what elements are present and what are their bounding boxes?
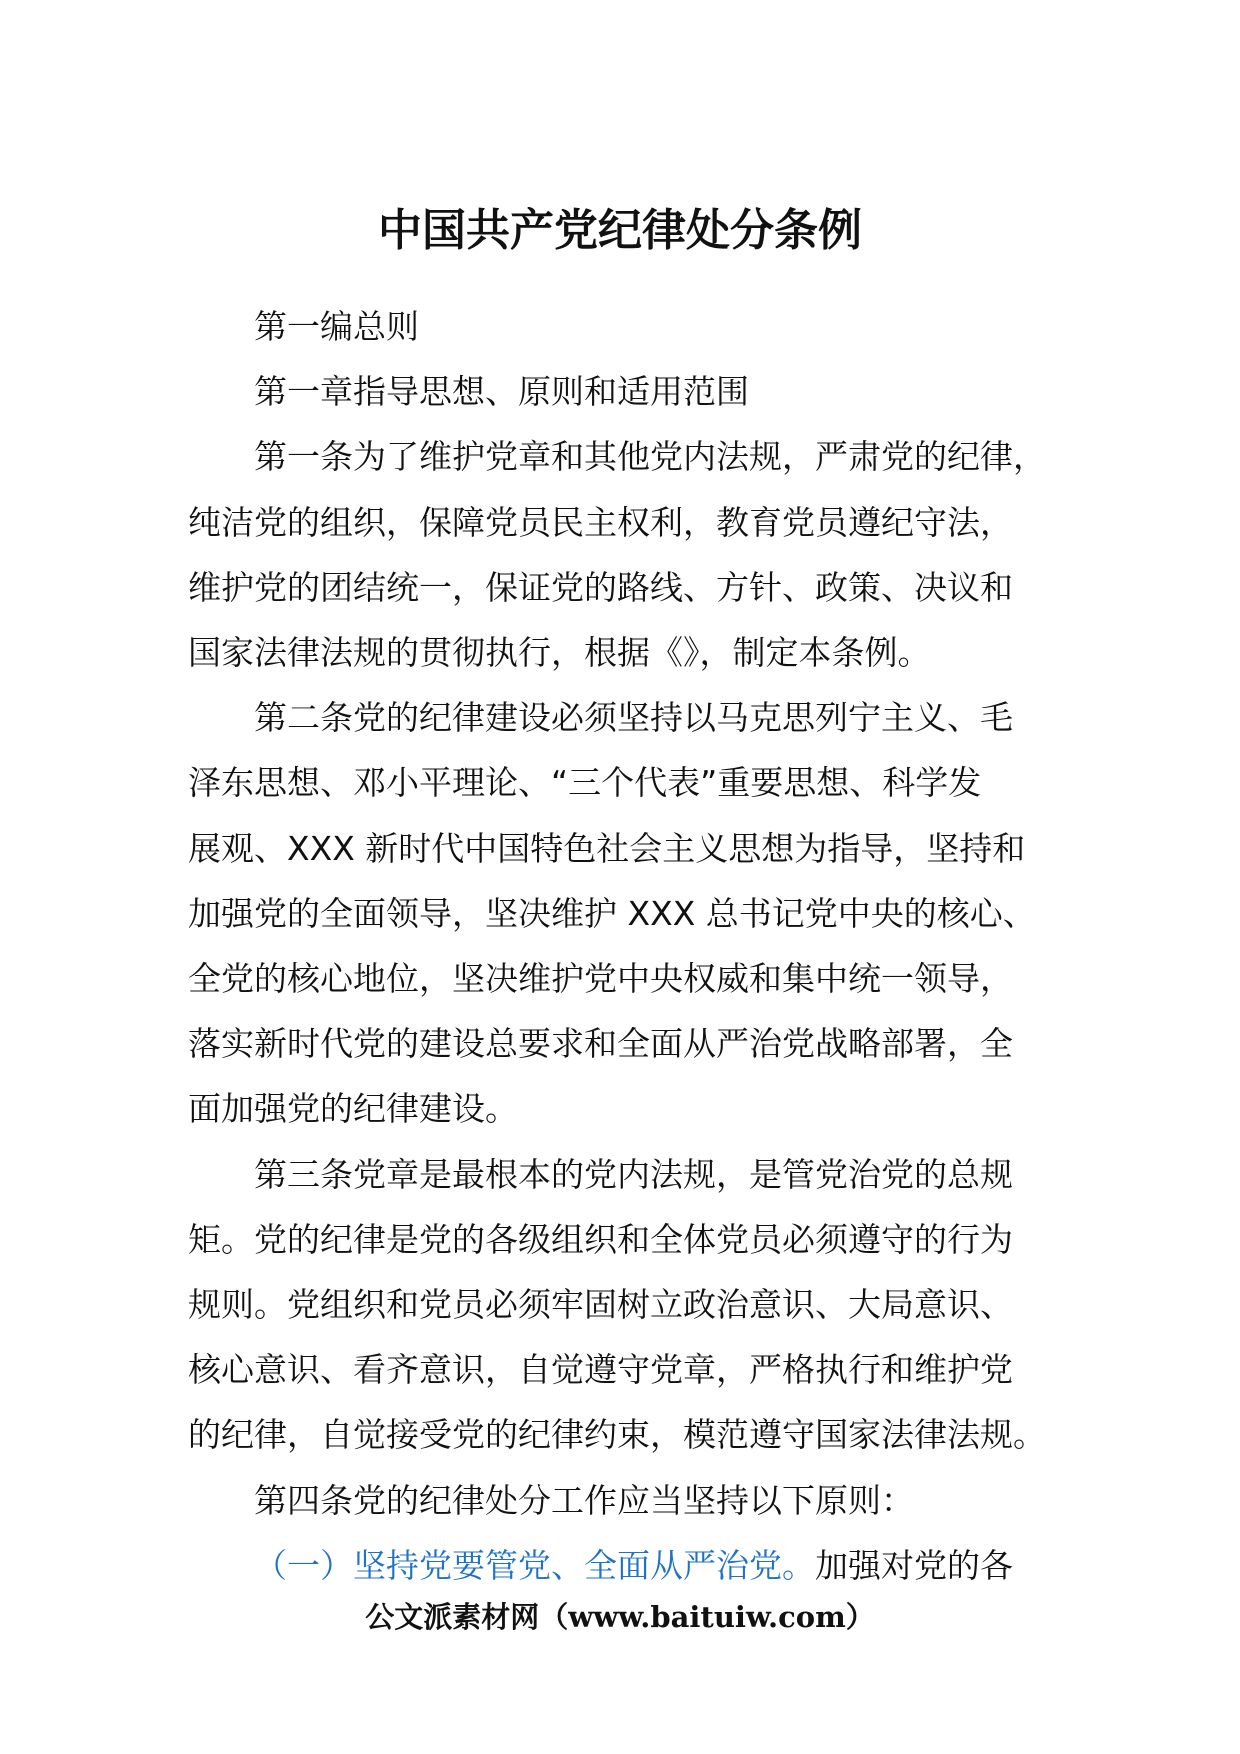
paragraph-line: 第四条党的纪律处分工作应当坚持以下原则： xyxy=(254,1480,914,1520)
paragraph-line: 矩。党的纪律是党的各级组织和全体党员必须遵守的行为 xyxy=(188,1219,1013,1259)
paragraph-line: 纯洁党的组织，保障党员民主权利，教育党员遵纪守法， xyxy=(188,502,1013,542)
paragraph-line-text: 加强对党的各 xyxy=(815,1545,1013,1585)
paragraph-line: 规则。党组织和党员必须牢固树立政治意识、大局意识、 xyxy=(188,1285,1013,1325)
document-body xyxy=(188,294,1068,1598)
footer-url: （www.baituiw.com） xyxy=(539,1600,875,1634)
paragraph-line: 国家法律法规的贯彻执行，根据《》，制定本条例。 xyxy=(188,633,931,673)
paragraph-line: 展观、XXX 新时代中国特色社会主义思想为指导，坚持和 xyxy=(188,828,1026,868)
document-title: 中国共产党纪律处分条例 xyxy=(378,205,862,256)
paragraph-line: 第一条为了维护党章和其他党内法规，严肃党的纪律， xyxy=(254,437,1046,477)
paragraph-line: 核心意识、看齐意识，自觉遵守党章，严格执行和维护党 xyxy=(188,1350,1013,1390)
paragraph-line: 维护党的团结统一，保证党的路线、方针、政策、决议和 xyxy=(188,567,1013,607)
paragraph-line: 第一编总则 xyxy=(254,307,419,346)
paragraph-line: 落实新时代党的建设总要求和全面从严治党战略部署，全 xyxy=(188,1024,1013,1064)
paragraph-line: 全党的核心地位，坚决维护党中央权威和集中统一领导， xyxy=(188,959,1013,999)
paragraph-line: 面加强党的纪律建设。 xyxy=(188,1089,518,1129)
paragraph-line: 第一章指导思想、原则和适用范围 xyxy=(254,372,749,412)
highlighted-clause: （一）坚持党要管党、全面从严治党。 xyxy=(254,1545,815,1585)
paragraph-line: 加强党的全面领导，坚决维护 XXX 总书记党中央的核心、 xyxy=(188,893,1036,933)
footer-watermark xyxy=(0,1592,1240,1642)
paragraph-line: 第二条党的纪律建设必须坚持以马克思列宁主义、毛 xyxy=(254,698,1013,738)
paragraph-line: 的纪律，自觉接受党的纪律约束，模范遵守国家法律法规。 xyxy=(188,1415,1046,1455)
paragraph-line: 第三条党章是最根本的党内法规，是管党治党的总规 xyxy=(254,1154,1013,1194)
paragraph-line: 泽东思想、邓小平理论、“三个代表”重要思想、科学发 xyxy=(188,763,982,803)
footer-site-name: 公文派素材网 xyxy=(365,1600,540,1634)
paragraph-line xyxy=(188,1533,1068,1598)
